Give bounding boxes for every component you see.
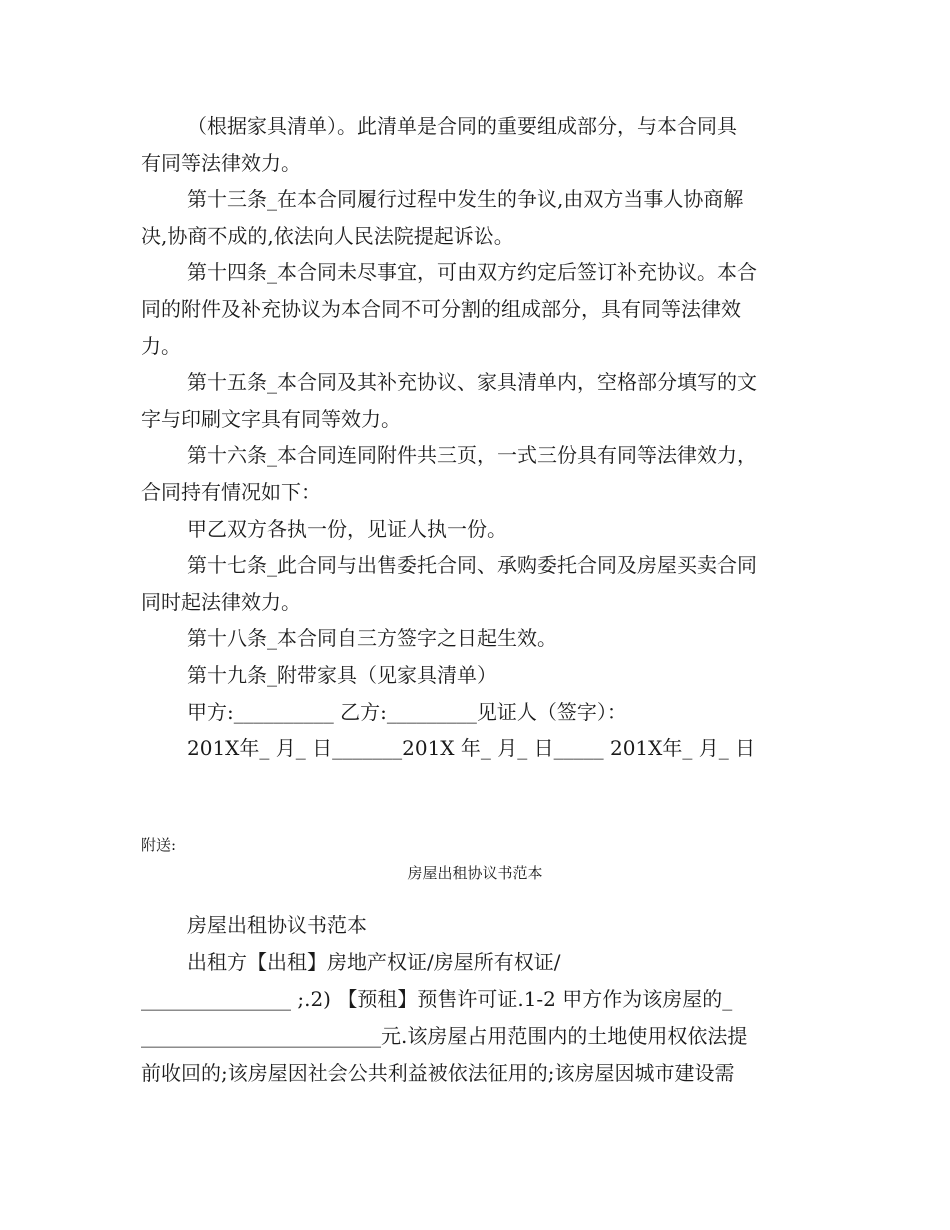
clause-18: 第十八条_本合同自三方签字之日起生效。: [187, 626, 557, 651]
clause-16: 第十六条_本合同连同附件共三页，一式三份具有同等法律效力，: [187, 443, 757, 468]
text-line: 出租方【出租】房地产权证/房屋所有权证/: [187, 950, 561, 974]
sample-heading: 房屋出租协议书范本: [187, 913, 367, 937]
text-line: 字与印刷文字具有同等效力。: [141, 406, 401, 431]
clause-19: 第十九条_附带家具（见家具清单）: [187, 662, 497, 687]
text-line: 同时起法律效力。: [141, 589, 301, 614]
sample-agreement: [141, 907, 811, 1092]
text-line: 力。: [141, 333, 181, 358]
attachment-title: 房屋出租协议书范本: [407, 864, 543, 882]
clause-13: 第十三条_在本合同履行过程中发生的争议,由双方当事人协商解: [187, 187, 744, 212]
text-line: 同的附件及补充协议为本合同不可分割的组成部分，具有同等法律效: [141, 296, 741, 321]
clause-15: 第十五条_本合同及其补充协议、家具清单内，空格部分填写的文: [187, 370, 757, 395]
clause-14: 第十四条_本合同未尽事宜，可由双方约定后签订补充协议。本合: [187, 260, 757, 285]
contract-clauses: [141, 108, 811, 767]
text-line: 甲乙双方各执一份，见证人执一份。: [187, 516, 507, 541]
text-line: 有同等法律效力。: [141, 150, 301, 175]
text-line: ________________________元.该房屋占用范围内的土地使用权依法提: [141, 1024, 748, 1048]
attachment-label: 附送:: [141, 836, 177, 854]
signature-line: 甲方:__________ 乙方:_________见证人（签字）：: [187, 699, 627, 724]
text-line: _______________ ;.2) 【预租】预售许可证.1-2 甲方作为该房屋的_: [141, 987, 733, 1011]
clause-17: 第十七条_此合同与出售委托合同、承购委托合同及房屋买卖合同: [187, 553, 757, 578]
text-line: 前收回的;该房屋因社会公共利益被依法征用的;该房屋因城市建设需: [141, 1061, 735, 1085]
text-line: 决,协商不成的,依法向人民法院提起诉讼。: [141, 223, 514, 248]
text-line: （根据家具清单）。此清单是合同的重要组成部分，与本合同具: [187, 114, 737, 138]
date-line: 201X年_ 月_ 日_______201X 年_ 月_ 日_____ 201X年_ 月_ 日: [187, 736, 756, 761]
text-line: 合同持有情况如下：: [141, 479, 321, 504]
